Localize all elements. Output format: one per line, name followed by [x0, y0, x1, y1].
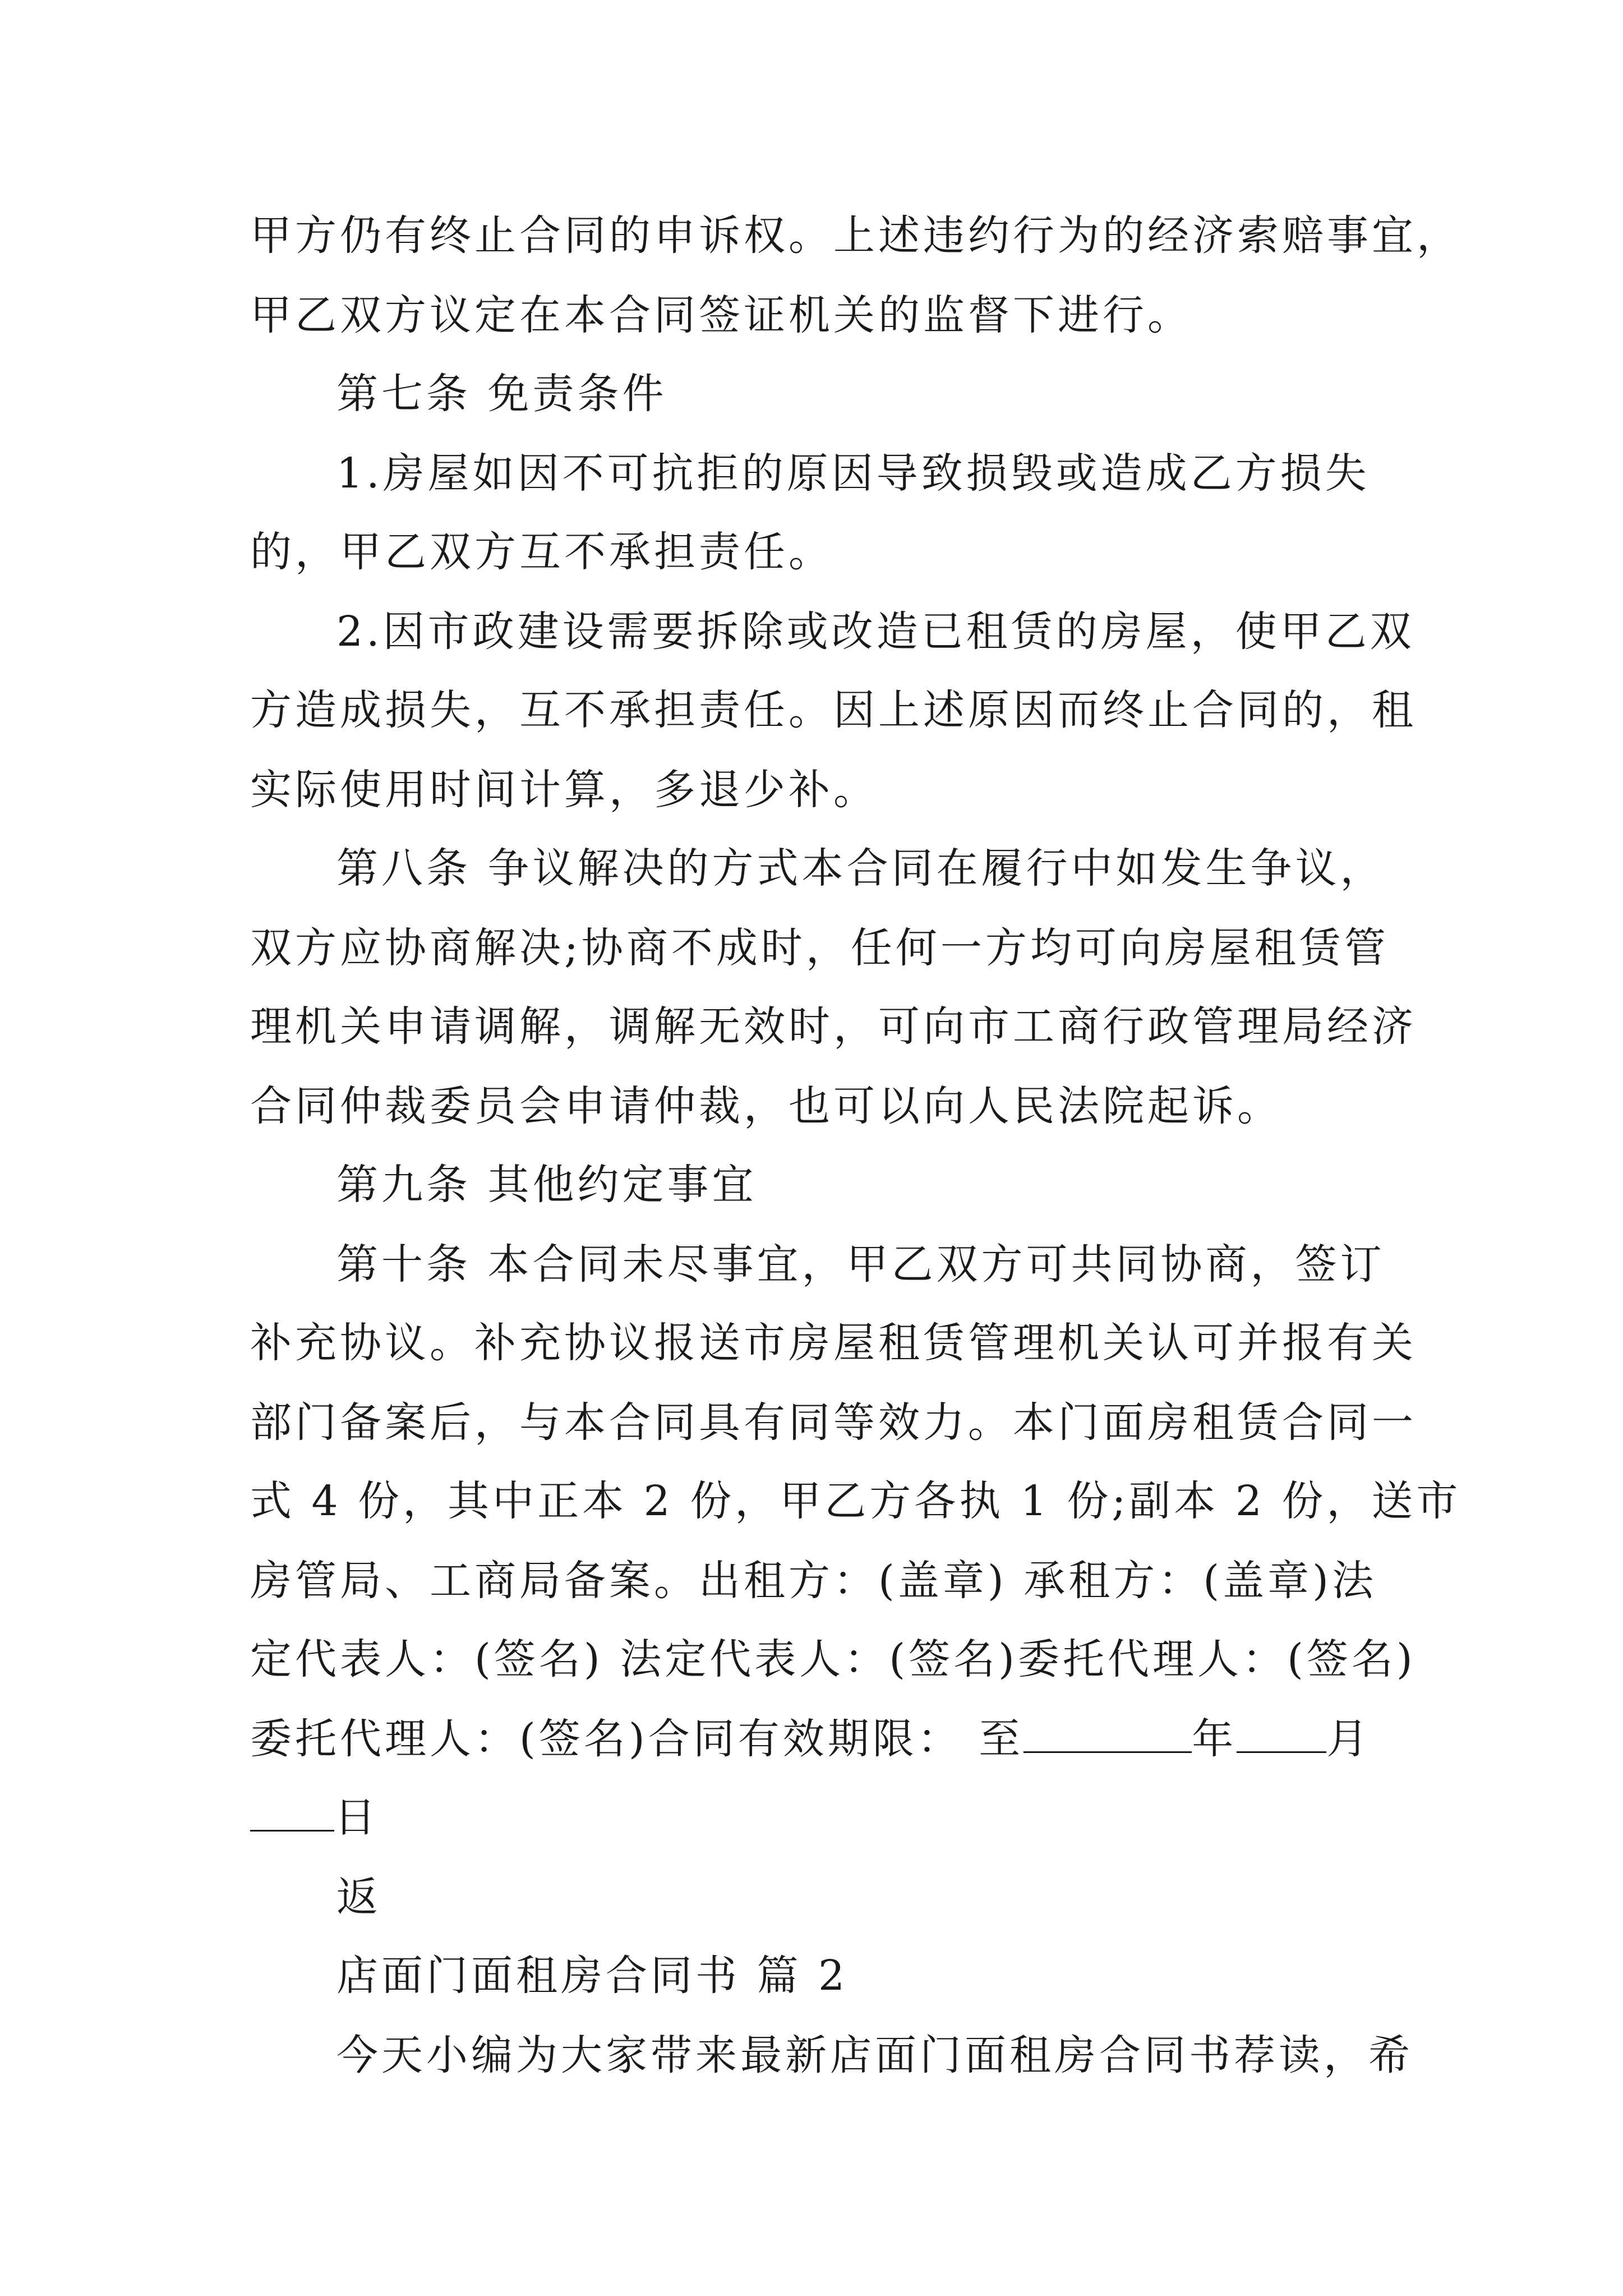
paragraph-line: 部门备案后，与本合同具有同等效力。本门面房租赁合同一	[250, 1398, 1417, 1447]
day-line	[250, 1789, 379, 1846]
year-label: 年	[1192, 1715, 1237, 1763]
month-label: 月	[1326, 1715, 1372, 1763]
paragraph-line: 式 4 份，其中正本 2 份，甲乙方各执 1 份;副本 2 份，送市	[250, 1477, 1461, 1525]
paragraph-line: 理机关申请调解，调解无效时，可向市工商行政管理局经济	[250, 1002, 1417, 1051]
paragraph-line: 定代表人：(签名) 法定代表人：(签名)委托代理人：(签名)	[250, 1635, 1416, 1683]
paragraph-line: 方造成损失，互不承担责任。因上述原因而终止合同的，租	[250, 686, 1417, 734]
paragraph-line: 1.房屋如因不可抗拒的原因导致损毁或造成乙方损失	[336, 449, 1370, 498]
paragraph-line: 合同仲裁委员会申请仲裁，也可以向人民法院起诉。	[250, 1082, 1282, 1130]
paragraph-line: 实际使用时间计算，多退少补。	[250, 766, 878, 814]
month-blank	[1237, 1717, 1326, 1753]
paragraph-line: 2.因市政建设需要拆除或改造已租赁的房屋，使甲乙双	[336, 608, 1415, 656]
article-8-line: 第八条 争议解决的方式本合同在履行中如发生争议，	[336, 844, 1385, 892]
paragraph-line: 房管局、工商局备案。出租方：(盖章) 承租方：(盖章)法	[250, 1557, 1377, 1605]
paragraph-line: 双方应协商解决;协商不成时，任何一方均可向房屋租赁管	[250, 924, 1389, 972]
paragraph-line: 补充协议。补充协议报送市房屋租赁管理机关认可并报有关	[250, 1319, 1417, 1367]
day-blank	[250, 1795, 334, 1832]
year-blank	[1023, 1717, 1192, 1753]
day-label: 日	[334, 1793, 379, 1842]
article-9-heading: 第九条 其他约定事宜	[336, 1161, 757, 1209]
return-text: 返	[336, 1873, 381, 1921]
article-10-line: 第十条 本合同未尽事宜，甲乙双方可共同协商，签订	[336, 1240, 1385, 1289]
validity-label: 委托代理人：(签名)合同有效期限： 至	[250, 1715, 1024, 1763]
paragraph-line: 甲乙双方议定在本合同签证机关的监督下进行。	[250, 291, 1192, 339]
paragraph-line: 的，甲乙双方互不承担责任。	[250, 528, 833, 576]
paragraph-line: 甲方仍有终止合同的申诉权。上述违约行为的经济索赔事宜，	[250, 211, 1461, 260]
article-7-heading: 第七条 免责条件	[336, 370, 667, 418]
validity-period-line	[250, 1711, 1371, 1767]
section-title: 店面门面租房合同书 篇 2	[336, 1952, 849, 2000]
intro-line: 今天小编为大家带来最新店面门面租房合同书荐读，希	[336, 2031, 1413, 2079]
